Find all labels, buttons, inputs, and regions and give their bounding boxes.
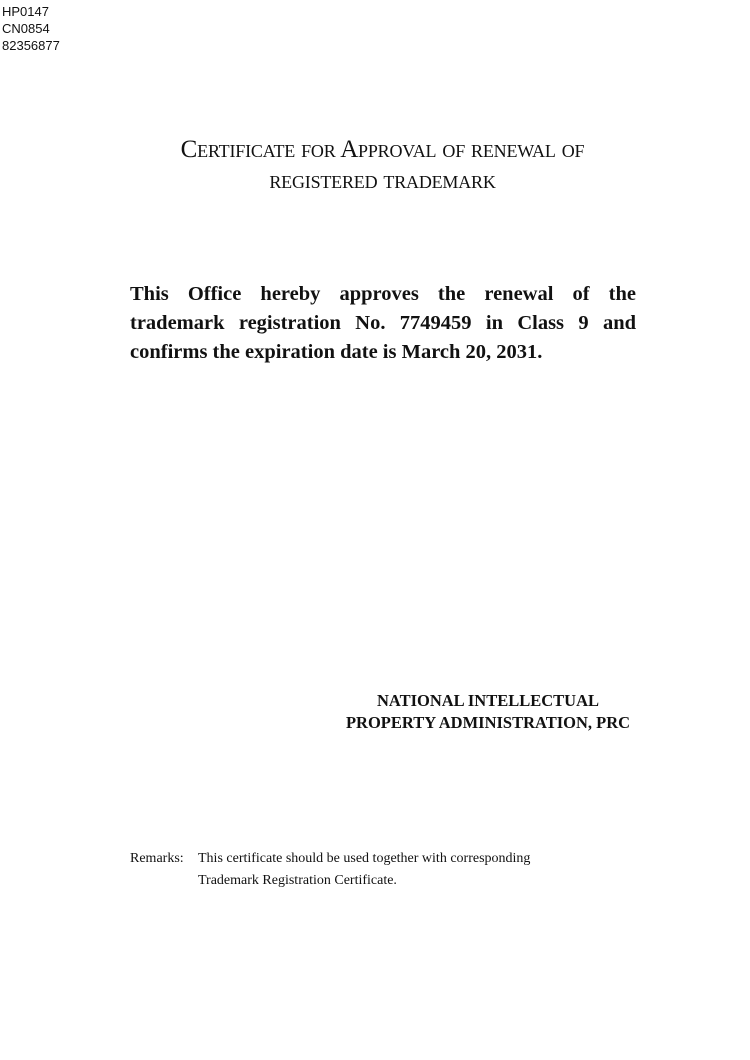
authority-line-1: NATIONAL INTELLECTUAL <box>376 691 600 710</box>
reference-code: CN0854 <box>2 21 50 36</box>
remarks-text <box>198 848 530 892</box>
reference-codes <box>2 3 60 54</box>
remarks-label: Remarks: <box>130 851 184 866</box>
issuing-authority <box>300 690 676 734</box>
certificate-title <box>100 134 665 196</box>
remarks <box>130 848 530 892</box>
title-line-2: registered trademark <box>269 167 496 194</box>
reference-code: HP0147 <box>2 4 49 19</box>
remarks-line-2: Trademark Registration Certificate. <box>198 873 397 888</box>
approval-statement: This Office hereby approves the renewal of the trademark registration No. 7749459 in Class 9 and confirms the expiration date is March 20, 2031. <box>130 283 636 363</box>
title-line-1: Certificate for Approval of renewal of <box>180 136 585 163</box>
reference-code: 82356877 <box>2 38 60 53</box>
remarks-line-1: This certificate should be used together with corresponding <box>198 851 531 866</box>
authority-line-2: PROPERTY ADMINISTRATION, PRC <box>345 713 631 732</box>
